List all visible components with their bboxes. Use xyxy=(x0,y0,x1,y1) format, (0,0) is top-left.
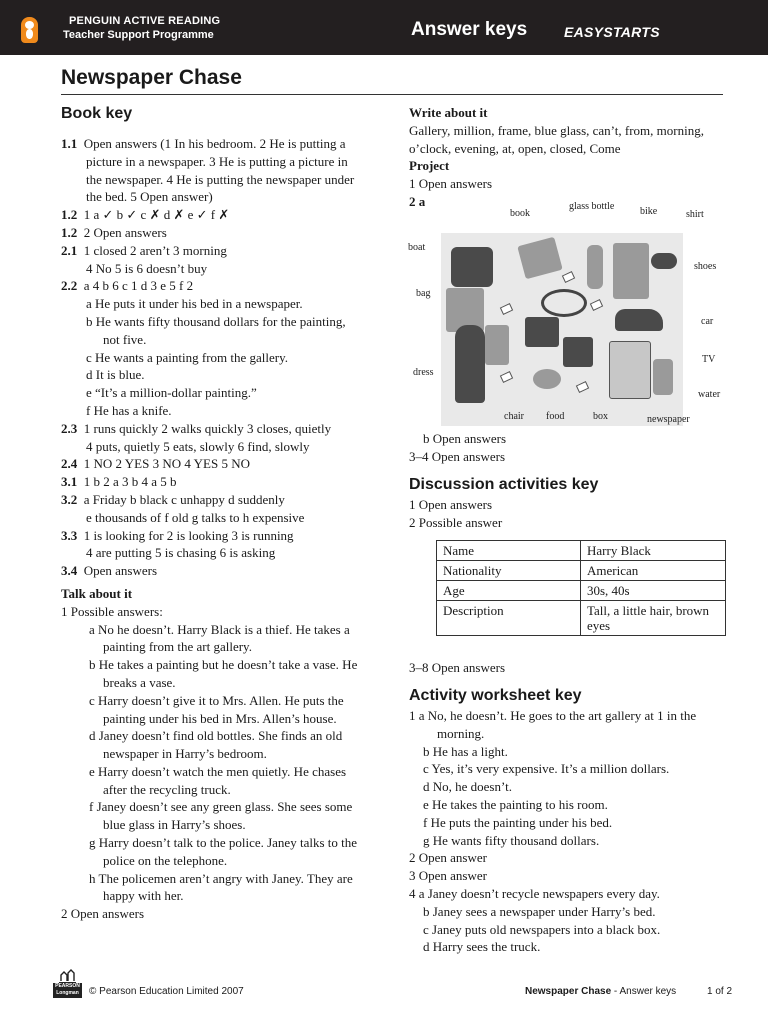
list-item: 2 Open answer xyxy=(409,850,487,866)
list-item: 1.2 1 a ✓ b ✓ c ✗ d ✗ e ✓ f ✗ xyxy=(61,207,230,223)
list-item: c Janey puts old newspapers into a black box. xyxy=(423,921,661,937)
worksheet-heading: Activity worksheet key xyxy=(409,687,582,704)
label-box: box xyxy=(593,411,608,422)
pearson-logo xyxy=(53,969,82,998)
project-b: b Open answers xyxy=(423,431,507,446)
book-key-heading: Book key xyxy=(61,105,133,122)
dress-picture xyxy=(455,325,485,403)
programme-line2: Teacher Support Programme xyxy=(63,29,214,41)
discussion-heading: Discussion activities key xyxy=(409,476,599,493)
boat-picture xyxy=(451,247,493,287)
table-row: Nationality American xyxy=(437,561,726,581)
penguin-logo-icon xyxy=(21,17,38,43)
list-item: b He has a light. xyxy=(423,743,508,759)
car-picture xyxy=(615,309,663,331)
copyright: © Pearson Education Limited 2007 xyxy=(89,986,244,997)
list-item: b He takes a painting but he doesn’t take a vase. He breaks a vase. xyxy=(89,657,358,690)
chair-picture xyxy=(485,325,509,365)
write-text: Gallery, million, frame, blue glass, can’t, from, morning, o’clock, evening, at, open, closed, Come xyxy=(409,122,704,156)
list-item: d Janey doesn’t find old bottles. She finds an old newspaper in Harry’s bedroom. xyxy=(89,728,343,762)
list-item: f He puts the painting under his bed. xyxy=(423,814,613,830)
list-item: 3 Open answer xyxy=(409,868,487,884)
title-divider xyxy=(61,94,723,95)
disc-38-block xyxy=(409,659,724,677)
book-key-list xyxy=(61,135,381,923)
talk-heading: Talk about it xyxy=(61,585,133,601)
list-item: d Harry sees the truck. xyxy=(423,939,541,955)
list-item: c He wants a painting from the gallery. xyxy=(86,349,289,365)
label-dress: dress xyxy=(413,367,434,378)
list-item: b Janey sees a newspaper under Harry’s bed. xyxy=(423,903,656,919)
footer-doc-title: Newspaper Chase - Answer keys xyxy=(525,986,677,997)
character-table xyxy=(436,540,726,636)
label-shoes: shoes xyxy=(694,261,717,272)
answer-keys-title: Answer keys xyxy=(411,19,528,40)
label-bike: bike xyxy=(640,206,658,217)
list-item: g Harry doesn’t talk to the police. Janey talks to the police on the telephone. xyxy=(89,835,357,868)
label-chair: chair xyxy=(504,411,524,422)
label-newspaper: newspaper xyxy=(647,414,690,425)
list-item: e He takes the painting to his room. xyxy=(423,796,608,812)
write-section xyxy=(409,104,724,211)
list-item: b He wants fifty thousand dollars for the painting, xyxy=(86,313,346,329)
list-item: 2.4 1 NO 2 YES 3 NO 4 YES 5 NO xyxy=(61,456,250,472)
list-item: e “It’s a million-dollar painting.” xyxy=(86,385,257,401)
project-answers xyxy=(409,430,724,466)
write-heading: Write about it xyxy=(409,105,488,120)
list-item: f He has a knife. xyxy=(86,402,172,418)
list-item: f Janey doesn’t see any green glass. She sees some blue glass in Harry’s shoes. xyxy=(89,799,353,833)
discussion-answers xyxy=(409,496,724,532)
list-item: the newspaper. 4 He is putting the newspaper under xyxy=(86,171,355,187)
label-book: book xyxy=(510,208,530,219)
list-item: e Harry doesn’t watch the men quietly. He chases after the recycling truck. xyxy=(89,763,347,797)
list-item: e thousands of f old g talks to h expensive xyxy=(86,509,305,525)
list-item: a No he doesn’t. Harry Black is a thief. He takes a painting from the art gallery. xyxy=(89,621,350,655)
project-2a: 2 a xyxy=(409,193,426,209)
page-title: Newspaper Chase xyxy=(61,66,242,89)
table-row: Name Harry Black xyxy=(437,541,726,561)
disc-2: 2 Possible answer xyxy=(409,514,503,530)
bike-picture xyxy=(541,289,587,317)
project-34: 3–4 Open answers xyxy=(409,448,506,464)
publisher-emblem-icon xyxy=(59,969,76,983)
label-tv: TV xyxy=(702,354,716,365)
list-item: not five. xyxy=(103,331,147,347)
programme-line1: PENGUIN ACTIVE READING xyxy=(69,15,221,27)
label-water: water xyxy=(698,389,721,400)
water-picture xyxy=(653,359,673,395)
list-item: the bed. 5 Open answer) xyxy=(86,189,213,205)
list-item: g He wants fifty thousand dollars. xyxy=(423,832,600,848)
list-item: 2.3 1 runs quickly 2 walks quickly 3 closes, quietly xyxy=(61,420,332,436)
list-item: 3.4 Open answers xyxy=(61,563,158,579)
list-item: c Yes, it’s very expensive. It’s a million dollars. xyxy=(423,761,670,777)
header-bar xyxy=(0,0,768,55)
food-picture xyxy=(533,369,561,389)
list-item: 3.3 1 is looking for 2 is looking 3 is running xyxy=(61,527,294,543)
table-row: Description Tall, a little hair, brown eyes xyxy=(437,601,726,636)
objects-illustration xyxy=(441,233,683,426)
label-glass-bottle: glass bottle xyxy=(569,201,615,212)
list-item: c Harry doesn’t give it to Mrs. Allen. He puts the painting under his bed in Mrs. Allen’s house. xyxy=(89,692,344,726)
box-picture xyxy=(563,337,593,367)
list-item: 1 a No, he doesn’t. He goes to the art gallery at 1 in the xyxy=(409,708,697,723)
book-picture xyxy=(517,237,563,280)
list-item: 4 a Janey doesn’t recycle newspapers every day. xyxy=(409,885,660,901)
list-item: d It is blue. xyxy=(86,367,145,383)
label-bag: bag xyxy=(416,288,431,299)
list-item: 2.2 a 4 b 6 c 1 d 3 e 5 f 2 xyxy=(61,278,194,294)
shirt-picture xyxy=(613,243,649,299)
newspaper-picture xyxy=(609,341,651,399)
label-food: food xyxy=(546,411,565,422)
project-heading: Project xyxy=(409,158,450,174)
disc-1: 1 Open answers xyxy=(409,497,493,512)
shoes-picture xyxy=(651,253,677,269)
list-item: 1.2 2 Open answers xyxy=(61,224,167,240)
list-item: picture in a newspaper. 3 He is putting a picture in xyxy=(86,153,348,169)
list-item: d No, he doesn’t. xyxy=(423,779,512,795)
worksheet-answers xyxy=(409,707,729,956)
list-item: a He puts it under his bed in a newspaper. xyxy=(86,296,303,312)
list-item: h The policemen aren’t angry with Janey. They are happy with her. xyxy=(89,870,353,904)
label-shirt: shirt xyxy=(686,209,704,220)
list-item: 4 are putting 5 is chasing 6 is asking xyxy=(86,545,276,561)
disc-38: 3–8 Open answers xyxy=(409,660,506,675)
page-number: 1 of 2 xyxy=(707,986,733,997)
talk-end: 2 Open answers xyxy=(61,906,145,922)
publisher-logo-text: PEARSON Longman xyxy=(55,983,80,996)
table-row: Age 30s, 40s xyxy=(437,581,726,601)
talk-intro: 1 Possible answers: xyxy=(61,603,163,619)
list-item: 1.1 Open answers (1 In his bedroom. 2 He is putting a xyxy=(61,136,346,151)
list-item: 3.1 1 b 2 a 3 b 4 a 5 b xyxy=(61,474,177,490)
project-1: 1 Open answers xyxy=(409,176,493,192)
list-item: morning. xyxy=(437,725,485,741)
series-name: EASYSTARTS xyxy=(564,24,660,40)
tv-picture xyxy=(525,317,559,347)
list-item: 2.1 1 closed 2 aren’t 3 morning xyxy=(61,242,227,258)
label-car: car xyxy=(701,316,714,327)
glass-bottle-picture xyxy=(587,245,603,289)
label-boat: boat xyxy=(408,242,426,253)
list-item: 4 puts, quietly 5 eats, slowly 6 find, slowly xyxy=(86,438,310,454)
list-item: 3.2 a Friday b black c unhappy d suddenly xyxy=(61,491,285,507)
list-item: 4 No 5 is 6 doesn’t buy xyxy=(86,260,208,276)
